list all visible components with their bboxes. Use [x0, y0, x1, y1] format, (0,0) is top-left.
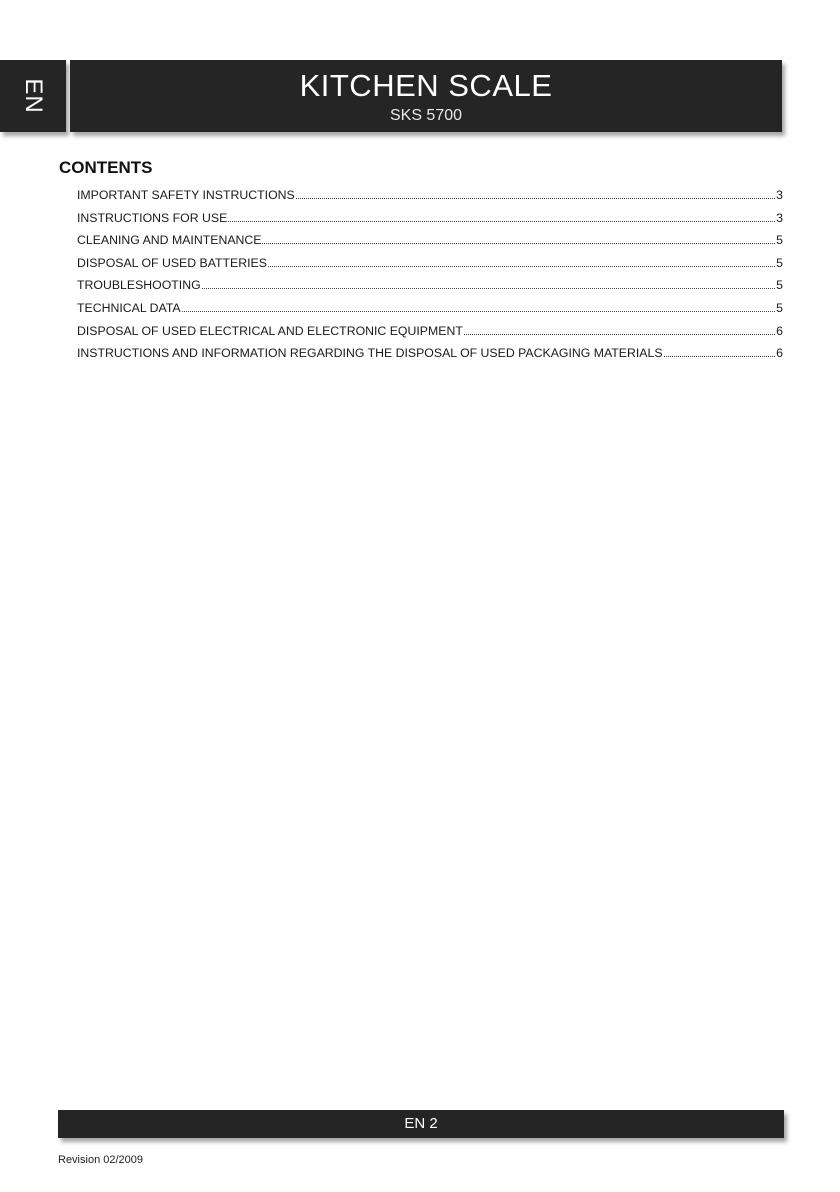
toc-entry-page: 5: [776, 278, 783, 293]
toc-entry-label: IMPORTANT SAFETY INSTRUCTIONS: [77, 188, 295, 202]
model-number: SKS 5700: [389, 107, 463, 124]
toc-entry-page: 6: [776, 323, 783, 338]
toc-entry[interactable]: [77, 211, 783, 234]
toc-entry-label: TROUBLESHOOTING: [77, 278, 201, 293]
toc-entry[interactable]: [77, 233, 783, 256]
page-title: KITCHEN SCALE: [299, 68, 553, 103]
contents-heading: CONTENTS: [59, 158, 153, 177]
toc-entry-page: 3: [776, 210, 783, 225]
dot-leader: [296, 189, 775, 199]
language-tab: [0, 60, 66, 132]
toc-entry-page: 3: [776, 188, 783, 202]
header-bar: [70, 60, 782, 132]
toc-entry[interactable]: [77, 301, 783, 324]
language-tab-label: EN: [20, 78, 47, 114]
table-of-contents: [77, 188, 783, 369]
toc-entry-label: CLEANING AND MAINTENANCE: [77, 233, 262, 248]
toc-entry[interactable]: [77, 324, 783, 347]
dot-leader: [228, 212, 775, 222]
dot-leader: [268, 257, 775, 267]
toc-entry-label: DISPOSAL OF USED BATTERIES: [77, 255, 267, 270]
dot-leader: [202, 279, 775, 289]
toc-entry-label: INSTRUCTIONS AND INFORMATION REGARDING THE DISPOSAL OF USED PACKAGING MATERIALS: [77, 346, 663, 361]
dot-leader: [182, 302, 776, 312]
toc-entry-page: 5: [776, 300, 783, 315]
toc-entry-label: INSTRUCTIONS FOR USE: [77, 210, 228, 225]
page-number: EN 2: [404, 1115, 438, 1132]
toc-entry[interactable]: [77, 346, 783, 369]
toc-entry-page: 5: [776, 233, 783, 248]
footer-bar: [58, 1110, 784, 1138]
toc-entry[interactable]: [77, 188, 783, 211]
revision-note: Revision 02/2009: [58, 1154, 144, 1166]
toc-entry[interactable]: [77, 278, 783, 301]
toc-entry-label: DISPOSAL OF USED ELECTRICAL AND ELECTRONIC EQUIPMENT: [77, 323, 463, 338]
toc-entry-label: TECHNICAL DATA: [77, 300, 181, 315]
toc-entry-page: 5: [776, 255, 783, 270]
dot-leader: [664, 347, 776, 357]
dot-leader: [464, 325, 775, 335]
toc-entry[interactable]: [77, 256, 783, 279]
toc-entry-page: 6: [776, 346, 783, 361]
dot-leader: [262, 234, 775, 244]
